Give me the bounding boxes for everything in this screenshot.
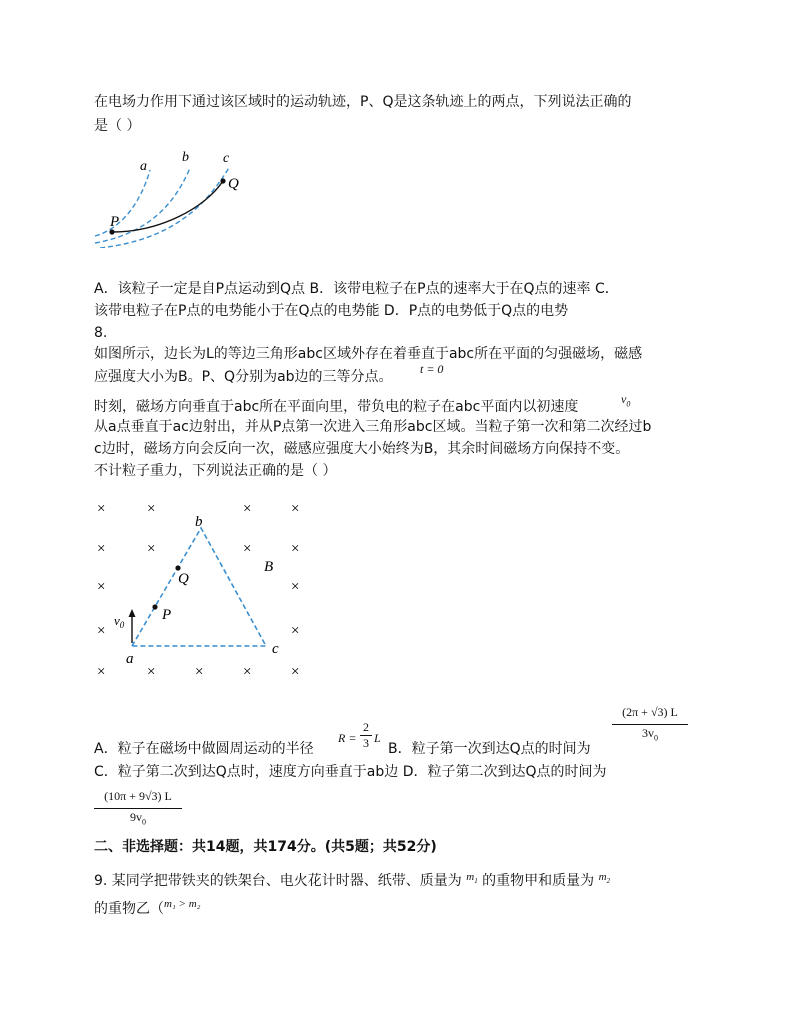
q8-line4: 从a点垂直于ac边射出，并从P点第一次进入三角形abc区域。当粒子第一次和第二次经过b	[94, 419, 652, 435]
label-p: P	[162, 607, 172, 623]
q9-line1: 9. 某同学把带铁夹的铁架台、电火花计时器、纸带、质量为 $^{m_1}$ 的重物甲和质量为 $^{m_2}$	[94, 871, 611, 889]
label-q: Q	[178, 571, 189, 587]
field-cross: ×	[243, 541, 252, 557]
field-cross: ×	[147, 541, 156, 557]
q8-line1: 如图所示，边长为L的等边三角形abc区域外存在着垂直于abc所在平面的匀强磁场，磁感	[94, 346, 643, 362]
label-v0: $v_0$	[114, 613, 125, 630]
field-cross: ×	[97, 579, 106, 595]
field-cross: ×	[291, 501, 300, 517]
q8-line6: 不计粒子重力，下列说法正确的是（ ）	[94, 463, 337, 479]
label-c: c	[272, 641, 279, 657]
point-q	[175, 565, 180, 570]
field-cross: ×	[243, 664, 252, 680]
point-p	[109, 229, 114, 234]
field-cross: ×	[243, 501, 252, 517]
field-cross: ×	[97, 541, 106, 557]
q7-options-line1: A．该粒子一定是自P点运动到Q点 B．该带电粒子在P点的速率大于在Q点的速率 C．	[94, 281, 619, 297]
q8-line5: c边时，磁场方向会反向一次，磁感应强度大小始终为B，其余时间磁场方向保持不变。	[94, 441, 630, 457]
q8-line3: 时刻，磁场方向垂直于abc所在平面向里，带负电的粒子在abc平面内以初速度	[94, 399, 579, 415]
formula-b: (2π + √3) L $3v_0$	[610, 704, 690, 750]
field-cross: ×	[195, 664, 204, 680]
q8-magnetic-field-figure	[90, 495, 315, 685]
q8-option-b: B．粒子第一次到达Q点的时间为	[388, 741, 591, 757]
field-cross: ×	[291, 623, 300, 639]
label-q: Q	[228, 176, 239, 192]
q8-t0: t = 0	[420, 362, 444, 376]
field-cross: ×	[291, 541, 300, 557]
field-cross: ×	[147, 501, 156, 517]
q8-option-a: A．粒子在磁场中做圆周运动的半径	[94, 741, 314, 757]
field-cross: ×	[291, 664, 300, 680]
q7-stem-line2: 是（ ）	[94, 118, 141, 134]
label-p: P	[110, 214, 120, 230]
q7-field-figure	[90, 148, 250, 248]
q7-options-line2: 该带电粒子在P点的电势能小于在Q点的电势能 D．P点的电势低于Q点的电势	[94, 303, 569, 319]
label-b-field: B	[264, 559, 274, 575]
q9-line2: 的重物乙（$^{m_1 > m_2}$	[94, 898, 201, 917]
label-b: b	[195, 514, 203, 530]
q8-v0-inline: $v_0$	[621, 392, 631, 409]
label-a: a	[126, 651, 134, 667]
q7-stem-line1: 在电场力作用下通过该区域时的运动轨迹，P、Q是这条轨迹上的两点，下列说法正确的	[94, 94, 632, 110]
field-line-b	[95, 168, 190, 243]
label-c: c	[223, 151, 230, 166]
q8-option-cd: C．粒子第二次到达Q点时，速度方向垂直于ab边 D．粒子第二次到达Q点的时间为	[94, 764, 607, 780]
label-b: b	[182, 150, 189, 165]
v0-arrowhead	[129, 609, 136, 617]
q8-line2: 应强度大小为B。P、Q分别为ab边的三等分点。	[94, 369, 393, 385]
field-cross: ×	[97, 623, 106, 639]
formula-a: R = 2 3 L	[338, 720, 381, 750]
q8-number: 8.	[94, 325, 108, 341]
point-q	[220, 178, 225, 183]
field-cross: ×	[97, 501, 106, 517]
trajectory-curve	[112, 181, 223, 232]
formula-d: (10π + 9√3) L $9v_0$	[92, 788, 184, 834]
field-cross: ×	[97, 664, 106, 680]
field-cross: ×	[147, 664, 156, 680]
label-a: a	[140, 159, 147, 174]
section-2-title: 二、非选择题：共14题，共174分。(共5题；共52分)	[94, 839, 437, 855]
field-cross: ×	[291, 579, 300, 595]
point-p	[152, 604, 157, 609]
